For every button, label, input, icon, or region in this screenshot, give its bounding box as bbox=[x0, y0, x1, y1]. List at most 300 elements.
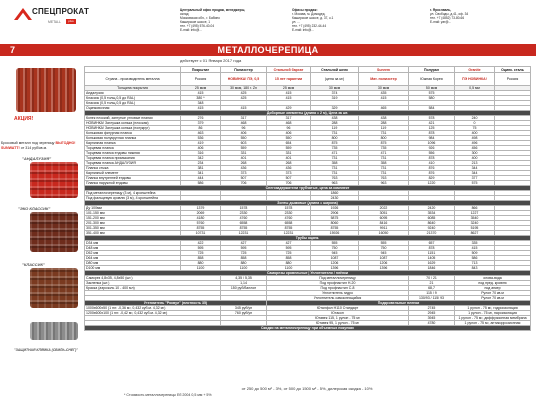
price-cell: 584 bbox=[409, 106, 455, 111]
price-cell: 926 bbox=[409, 146, 455, 151]
price-cell: 268 bbox=[267, 161, 311, 166]
price-cell: 317 bbox=[267, 116, 311, 121]
row-label: Карнизная планка bbox=[85, 141, 181, 146]
price-cell: 2022 bbox=[359, 206, 409, 211]
price-cell: 96 bbox=[267, 126, 311, 131]
price-cell: 963 bbox=[311, 181, 359, 186]
price-cell: 400 bbox=[455, 131, 495, 136]
main-price-rows bbox=[85, 91, 531, 111]
row-label: Коньковая фигурная планка bbox=[85, 131, 181, 136]
price-cell: 875 bbox=[359, 141, 409, 146]
section-snowguards: Снегозадержатели трубчатые, цена за комплект bbox=[85, 186, 531, 191]
price-cell: 335 bbox=[455, 241, 495, 246]
price-cell: 438 bbox=[359, 116, 409, 121]
price-cell: 465 bbox=[359, 106, 409, 111]
profile-name-snowguard: "ЗАЩИТНАЯ КЛЯМКА (СВИЛЬ-СНЕГ)" bbox=[14, 348, 78, 352]
footnote: * Стоимость металлочерепицы Еб 2004 0,5 мм + 5% bbox=[124, 393, 212, 397]
price-cell: 4180 bbox=[181, 216, 221, 221]
price-cell: 1100 bbox=[267, 266, 311, 271]
price-cell: 1578 bbox=[267, 206, 311, 211]
price-cell: 731 bbox=[359, 156, 409, 161]
price-cell: 880 bbox=[267, 261, 311, 266]
profile-name-classic: "КЛАССИК" bbox=[22, 262, 45, 267]
price-cell: 496 bbox=[455, 141, 495, 146]
price-cell: 725 bbox=[267, 251, 311, 256]
price-cell: 2330 bbox=[267, 211, 311, 216]
price-cell: 406 bbox=[181, 146, 221, 151]
price-cell: 2745 bbox=[409, 306, 455, 311]
price-cell: Уплотнитель самоклеящийся bbox=[267, 296, 409, 301]
price-cell: 880 bbox=[181, 261, 221, 266]
price-cell: 427 bbox=[221, 241, 267, 246]
price-cell: 456 bbox=[455, 146, 495, 151]
tile-eco-classic-image bbox=[30, 212, 78, 252]
price-cell: 595 bbox=[181, 246, 221, 251]
brand-tag: plus bbox=[66, 19, 76, 24]
price-cell: 3051 bbox=[359, 211, 409, 216]
row-label: Оцинковочная bbox=[85, 106, 181, 111]
tile-andaluzia-image bbox=[30, 162, 78, 198]
price-cell: 12231 bbox=[267, 231, 311, 236]
price-cell: 984 bbox=[409, 136, 455, 141]
price-cell: 421 bbox=[409, 121, 455, 126]
price-cell: 713 bbox=[455, 261, 495, 266]
price-cell: 2906 bbox=[311, 211, 359, 216]
price-cell: 866 bbox=[455, 206, 495, 211]
price-cell: 10731 bbox=[181, 231, 221, 236]
dobor-rows bbox=[85, 116, 531, 186]
price-cell: 401 bbox=[267, 156, 311, 161]
price-cell: 373 bbox=[267, 171, 311, 176]
table-header-row: Покрытие Полиэстер Стальной бархат Стальной шелк Sunrem Полурал Granite Оцинк. сталь bbox=[85, 67, 531, 73]
price-cell: 1926 bbox=[311, 206, 359, 211]
row-label: 1200х600х100 (1 пл: -0,42 м², 0,432 куб.м. 4,32 м²) bbox=[85, 311, 221, 316]
price-cell: 5875 bbox=[311, 216, 359, 221]
price-cell: 760 руб/уп bbox=[221, 311, 267, 316]
price-cell: 578 bbox=[409, 116, 455, 121]
price-cell: 9240 bbox=[409, 226, 455, 231]
price-cell: Под профнастил Н-20 bbox=[267, 281, 409, 286]
section-vent: Зонты дымовые (длина = ширина) bbox=[85, 201, 531, 206]
price-cell: 425 bbox=[221, 96, 267, 101]
row-label: Торцевая планка bbox=[85, 146, 181, 151]
price-cell: Под профнастил С-8 bbox=[267, 286, 409, 291]
price-cell: 21370 bbox=[409, 231, 455, 236]
price-cell: 115 / 9 bbox=[409, 291, 455, 296]
price-cell: 731 bbox=[311, 166, 359, 171]
price-cell: 436 bbox=[221, 166, 267, 171]
price-cell: 380 * bbox=[181, 96, 221, 101]
row-label: Классик (0,5 толщ.0,5 до RAL) bbox=[85, 96, 181, 101]
price-cell: 427 bbox=[267, 241, 311, 246]
price-cell: 12231 bbox=[221, 231, 267, 236]
price-cell: 1,14 bbox=[221, 281, 267, 286]
section-pipe: Трубы оцинк. bbox=[85, 236, 531, 241]
price-cell: олова-вода bbox=[455, 276, 531, 281]
price-cell: 435 bbox=[359, 91, 409, 96]
price-cell: 329 bbox=[311, 106, 359, 111]
promo-text: Бросовый металл под черепицу ВЫГОДНО! SUNWATT! от 314 руб/кв.м. bbox=[1, 141, 76, 150]
row-label: Конек плоский, загнутые угловые планки bbox=[85, 116, 181, 121]
price-cell: 586 bbox=[181, 181, 221, 186]
price-cell: Рулон 70 кв.м bbox=[455, 296, 531, 301]
price-cell: 8640 bbox=[409, 221, 455, 226]
price-cell: 288 bbox=[359, 121, 409, 126]
row-label: 301-350 мм bbox=[85, 226, 181, 231]
price-cell: 316 bbox=[181, 151, 221, 156]
price-cell: 706 bbox=[221, 181, 267, 186]
price-cell: 8060 bbox=[311, 221, 359, 226]
price-cell: 731 bbox=[311, 131, 359, 136]
price-cell: 706 bbox=[267, 181, 311, 186]
price-cell: 507 bbox=[221, 176, 267, 181]
price-cell: 345 руб/уп bbox=[221, 306, 267, 311]
section-title: МЕТАЛЛОЧЕРЕПИЦА bbox=[217, 45, 319, 55]
price-cell: 575 bbox=[409, 91, 455, 96]
price-cell: 963 bbox=[359, 181, 409, 186]
price-cell: 125 bbox=[409, 126, 455, 131]
price-cell: 3945 bbox=[409, 316, 455, 321]
price-cell: 1396 bbox=[359, 266, 409, 271]
price-cell: 750 bbox=[359, 246, 409, 251]
price-cell: 1 рулон - 75 м², диффузионная мембрана bbox=[455, 316, 531, 321]
price-cell: 130/93 / 115/ 93 bbox=[409, 296, 455, 301]
price-cell: под пред. кровлю bbox=[455, 281, 531, 286]
price-cell: 341 bbox=[181, 171, 221, 176]
price-cell: 15926 bbox=[311, 231, 359, 236]
price-cell: 1220 bbox=[409, 181, 455, 186]
price-cell: 858 bbox=[267, 256, 311, 261]
row-label: Планка наружной ендовы bbox=[85, 181, 181, 186]
price-cell: 945 bbox=[311, 251, 359, 256]
price-cell: 6085 bbox=[409, 216, 455, 221]
price-cell: 436 bbox=[267, 166, 311, 171]
price-cell: 377 bbox=[455, 176, 495, 181]
price-cell: 331 bbox=[267, 151, 311, 156]
price-cell: 586 bbox=[455, 256, 495, 261]
price-cell: 595 bbox=[221, 246, 267, 251]
price-cell: 21 bbox=[409, 281, 455, 286]
price-cell: 575 bbox=[455, 181, 495, 186]
row-label: 351-400 мм bbox=[85, 231, 181, 236]
price-table bbox=[84, 66, 531, 331]
price-cell: 429 bbox=[267, 106, 311, 111]
price-cell: 86 bbox=[181, 126, 221, 131]
row-label: Торцевая планка примыкания bbox=[85, 156, 181, 161]
price-cell: 1 рулон - 75 м², гидроизоляция bbox=[455, 306, 531, 311]
row-label: Торцевая планка АНДАЛУЗИЯ bbox=[85, 161, 181, 166]
price-cell: 559 bbox=[267, 146, 311, 151]
row-label: D64 мм bbox=[85, 256, 181, 261]
pipe-rows bbox=[85, 241, 531, 271]
price-cell: 425 bbox=[221, 91, 267, 96]
price-cell: 878 bbox=[409, 156, 455, 161]
contact-block-offices: Офисы продаж: г. Москва, м. Домодед. Каширское шоссе, д. 37, к.1 ул. ... тел. +7 (495) 232-44-44 E-mail: info@... bbox=[292, 8, 334, 32]
price-cell: 1578 bbox=[221, 206, 267, 211]
price-cell: 344 bbox=[455, 166, 495, 171]
price-cell: 1846 bbox=[409, 266, 455, 271]
price-cell: 240 bbox=[455, 116, 495, 121]
price-cell: 1629 bbox=[409, 261, 455, 266]
price-cell: 373 bbox=[221, 171, 267, 176]
price-cell: 331 bbox=[221, 151, 267, 156]
fix-rows bbox=[85, 276, 531, 301]
row-label: Под металлочерепицу (3 м), 4 кронштейна bbox=[85, 191, 181, 196]
table-subheader-row: Страна - производитель металла Россия НОВИНКА! ПЭ, 0,5 15 лет гарантии (цена за м²) Мат. полиэстер Южная Корея ПЭ НОВИНКА! Россия bbox=[85, 73, 531, 86]
price-cell: 507 bbox=[267, 176, 311, 181]
price-cell: 800 bbox=[359, 136, 409, 141]
price-cell: 1 рулон - 75 м², пароизоляция bbox=[455, 311, 531, 316]
discount-note: от 250 до 500 м² - 3%, от 500 до 1500 м² - 5%, дилерская скидка - 10% bbox=[241, 386, 373, 391]
price-cell: 6558 bbox=[267, 221, 311, 226]
price-cell: 5195 bbox=[455, 226, 495, 231]
price-cell: 556 bbox=[409, 151, 455, 156]
price-cell: Ютавек 115, 1 рулон - 75 м² bbox=[267, 316, 409, 321]
section-title-bar bbox=[0, 44, 536, 56]
price-cell: 300 bbox=[455, 151, 495, 156]
row-label: Андалузия bbox=[85, 91, 181, 96]
price-cell: 8416 bbox=[359, 221, 409, 226]
price-cell: 374 bbox=[311, 91, 359, 96]
price-cell: 119 bbox=[359, 126, 409, 131]
price-cell: 878 bbox=[409, 131, 455, 136]
price-cell: 731 bbox=[359, 171, 409, 176]
price-cell: 381 bbox=[181, 166, 221, 171]
price-cell: 880 bbox=[221, 261, 267, 266]
price-cell: 1100 bbox=[181, 266, 221, 271]
price-cell: 550 bbox=[267, 136, 311, 141]
row-label: Планка внутренней ендовы bbox=[85, 176, 181, 181]
price-cell: 268 bbox=[221, 161, 267, 166]
price-cell: Ютавек 95, 1 рулон - 75 м² bbox=[267, 321, 409, 326]
price-cell: 150 руб/баллон bbox=[221, 286, 267, 291]
row-label: НОВИНКА! Заглушка конька (плоская) bbox=[85, 121, 181, 126]
price-cell: 415 bbox=[181, 106, 221, 111]
price-cell: 843 bbox=[455, 266, 495, 271]
profile-name-andaluzia: "АНДАЛУЗИЯ" bbox=[22, 156, 52, 161]
price-cell: 119 bbox=[311, 126, 359, 131]
price-cell: 1379 bbox=[181, 206, 221, 211]
price-cell: 4780 bbox=[409, 321, 455, 326]
row-label: Карнизный элемент bbox=[85, 171, 181, 176]
price-cell: Уплотнитель гидро bbox=[267, 291, 409, 296]
price-cell: 0 bbox=[455, 121, 495, 126]
price-cell: 1100 bbox=[221, 266, 267, 271]
price-cell: 555 bbox=[311, 241, 359, 246]
price-cell: 8755 bbox=[267, 226, 311, 231]
price-cell: 1396 bbox=[311, 266, 359, 271]
price-cell: 406 bbox=[221, 131, 267, 136]
price-cell: 3534 bbox=[409, 211, 455, 216]
price-date: действует с 01 Января 2017 года bbox=[180, 58, 242, 63]
price-cell: 878 bbox=[409, 246, 455, 251]
price-cell: 358 bbox=[359, 161, 409, 166]
price-cell: 735 bbox=[359, 146, 409, 151]
price-cell: Под металлочерепицу bbox=[267, 276, 409, 281]
vent-rows bbox=[85, 206, 531, 236]
row-label: D48 мм bbox=[85, 246, 181, 251]
price-cell: 8627 bbox=[455, 231, 495, 236]
price-cell: 2330 bbox=[221, 211, 267, 216]
thickness-row: Толщина покрытия 25 мкм 30 мкм, 180 г. Zn 25 мкм 30 мкм 30 мкм 50 мкм 0,5 мм bbox=[85, 86, 531, 91]
price-cell: 410 bbox=[409, 161, 455, 166]
price-cell: 70 / 21 bbox=[409, 276, 455, 281]
price-cell: 419 bbox=[181, 141, 221, 146]
price-cell: 725 bbox=[221, 251, 267, 256]
price-cell: 6095 bbox=[359, 216, 409, 221]
price-cell: 415 bbox=[359, 96, 409, 101]
roof-logo-icon bbox=[14, 8, 32, 20]
brand-sub: METALL bbox=[48, 20, 61, 24]
price-cell: 401 bbox=[221, 156, 267, 161]
price-cell: 509 bbox=[455, 251, 495, 256]
section-insulation: Утеплитель "Роквул" (плотность 35) Подкровельные пленки bbox=[85, 301, 531, 306]
price-cell: 858 bbox=[221, 256, 267, 261]
section-dobor: Доборные элементы (длина = 2 м), Цена за шт. bbox=[85, 111, 531, 116]
price-cell: 731 bbox=[359, 131, 409, 136]
row-label: Планка стыка bbox=[85, 166, 181, 171]
price-cell: 550 bbox=[221, 136, 267, 141]
price-cell: 415 bbox=[267, 96, 311, 101]
price-cell: 2420 bbox=[409, 206, 455, 211]
price-cell: 536 bbox=[181, 136, 221, 141]
price-cell: 725 bbox=[181, 251, 221, 256]
price-cell: 406 bbox=[267, 131, 311, 136]
price-cell: 555 bbox=[359, 241, 409, 246]
row-label: Краска (аэрозоль 10 - 400 мл) bbox=[85, 286, 221, 291]
section-fixings: Саморезы кровельные | Уплотнители / плёнки bbox=[85, 271, 531, 276]
price-cell: 471 bbox=[359, 151, 409, 156]
price-cell: 400 bbox=[455, 156, 495, 161]
price-cell: 348 bbox=[181, 101, 221, 106]
row-label: НОВИНКА! Заглушка конька (полукруг) bbox=[85, 126, 181, 131]
price-cell: 1087 bbox=[311, 256, 359, 261]
price-cell: 317 bbox=[221, 116, 267, 121]
row-label: Торцевая планка ендовы нижняя bbox=[85, 151, 181, 156]
row-label: D100 мм bbox=[85, 266, 181, 271]
price-cell: 379 bbox=[181, 121, 221, 126]
row-label: Заклепка (шт.) bbox=[85, 281, 221, 286]
price-cell: Рулон 70 кв.м bbox=[455, 291, 531, 296]
row-label: Ду 100мм bbox=[85, 206, 181, 211]
price-cell: 16050 bbox=[359, 231, 409, 236]
price-cell: 875 bbox=[311, 141, 359, 146]
row-label: Классик (0,5 толщ.0,5 до RAL) bbox=[85, 101, 181, 106]
contact-block-main: Центральный офис продаж, менеджеры, склад Московская обл., г. Бабино Каширское шоссе, 1 тел. +7 (495) 576-40-04 E-mail: info@... bbox=[180, 8, 246, 32]
tile-photo-main bbox=[16, 68, 76, 112]
price-cell: 2069 bbox=[181, 211, 221, 216]
price-cell: 288 bbox=[311, 121, 359, 126]
price-cell: 559 bbox=[221, 146, 267, 151]
price-cell: 8755 bbox=[181, 226, 221, 231]
row-label: 1000х600х50 (1 пл: -0,36 м², 0,432 куб.м. 4,32 м²) bbox=[85, 306, 221, 311]
profile-name-eco-classic: "ЭКО КЛАССИК" bbox=[18, 206, 51, 211]
snow-rows bbox=[85, 191, 531, 201]
price-cell: 468 bbox=[267, 121, 311, 126]
price-cell: 319 bbox=[311, 96, 359, 101]
brand-name: СПЕЦПРОКАТ bbox=[32, 7, 90, 16]
price-cell: 1405 bbox=[409, 256, 455, 261]
price-cell: 5760 bbox=[181, 221, 221, 226]
price-cell: Ютакон bbox=[267, 311, 409, 316]
price-cell: 603 bbox=[221, 141, 267, 146]
price-cell: 438 bbox=[311, 116, 359, 121]
warm-rows bbox=[85, 306, 531, 326]
price-cell: 1087 bbox=[359, 256, 409, 261]
price-cell: 657 bbox=[409, 241, 455, 246]
price-cell: 750 bbox=[311, 246, 359, 251]
price-cell: 468 bbox=[221, 121, 267, 126]
row-label: Саморез 4,8х35, 4,8х50 (шт.) bbox=[85, 276, 221, 281]
row-label: D80 мм bbox=[85, 261, 181, 266]
price-cell: 422 bbox=[181, 241, 221, 246]
price-cell: 763 bbox=[311, 176, 359, 181]
price-cell: 4,35 / 5,35 bbox=[221, 276, 267, 281]
price-cell: 945 bbox=[359, 251, 409, 256]
page-header bbox=[0, 0, 536, 44]
ridge-element-image bbox=[30, 322, 78, 340]
price-cell: 4760 bbox=[267, 216, 311, 221]
price-cell: 595 bbox=[267, 246, 311, 251]
contact-block-yaroslavl: г. Ярославль, ул. Свободы, д.41, оф. 34 тел. +7 (4852) 73-80-66 E-mail: yar@... bbox=[430, 8, 469, 24]
price-cell: 463 bbox=[181, 131, 221, 136]
price-cell: 68,7 bbox=[409, 286, 455, 291]
section-discounts: Скидки на металлочерепицу при объемных покупках bbox=[85, 326, 531, 331]
price-cell: 3240 bbox=[455, 221, 495, 226]
price-cell: 876 bbox=[409, 166, 455, 171]
price-cell: 580 bbox=[409, 96, 455, 101]
left-promo-column bbox=[0, 66, 82, 402]
price-cell: 763 bbox=[359, 176, 409, 181]
price-cell: 234 bbox=[181, 161, 221, 166]
price-cell: 344 bbox=[455, 171, 495, 176]
company-logo[interactable] bbox=[14, 7, 90, 34]
price-cell: 731 bbox=[311, 171, 359, 176]
price-cell: 8755 bbox=[221, 226, 267, 231]
price-cell: 1227 bbox=[455, 211, 495, 216]
price-cell: 2945 bbox=[409, 311, 455, 316]
row-label: 201-300 мм bbox=[85, 221, 181, 226]
price-cell: 731 bbox=[311, 156, 359, 161]
price-cell: 9911 bbox=[359, 226, 409, 231]
price-cell: 75 bbox=[455, 126, 495, 131]
price-cell: 731 bbox=[359, 166, 409, 171]
price-cell: 1206 bbox=[311, 261, 359, 266]
price-cell: 415 bbox=[455, 246, 495, 251]
price-cell: 1096 bbox=[409, 141, 455, 146]
price-cell: 1206 bbox=[359, 261, 409, 266]
row-label: 101-150 мм bbox=[85, 211, 181, 216]
price-cell: Юталфол Н110 Стандарт bbox=[267, 306, 409, 311]
price-cell: 276 bbox=[181, 116, 221, 121]
price-cell: 858 bbox=[181, 256, 221, 261]
price-cell: 415 bbox=[181, 91, 221, 96]
price-cell: 498 bbox=[455, 136, 495, 141]
row-label: D34 мм bbox=[85, 241, 181, 246]
price-cell: 3540 bbox=[455, 216, 495, 221]
price-cell: 735 bbox=[311, 146, 359, 151]
price-cell: 1151 bbox=[409, 251, 455, 256]
price-cell: 8755 bbox=[311, 226, 359, 231]
price-cell: под анкер bbox=[455, 286, 531, 291]
price-cell: 471 bbox=[311, 151, 359, 156]
price-cell: 654 bbox=[267, 141, 311, 146]
section-number: 7 bbox=[10, 45, 16, 55]
price-cell: 4760 bbox=[221, 216, 267, 221]
price-cell: 6558 bbox=[221, 221, 267, 226]
price-cell: 1 рулон - 75 м², антикоррозионная bbox=[455, 321, 531, 326]
price-cell: 829 bbox=[409, 176, 455, 181]
